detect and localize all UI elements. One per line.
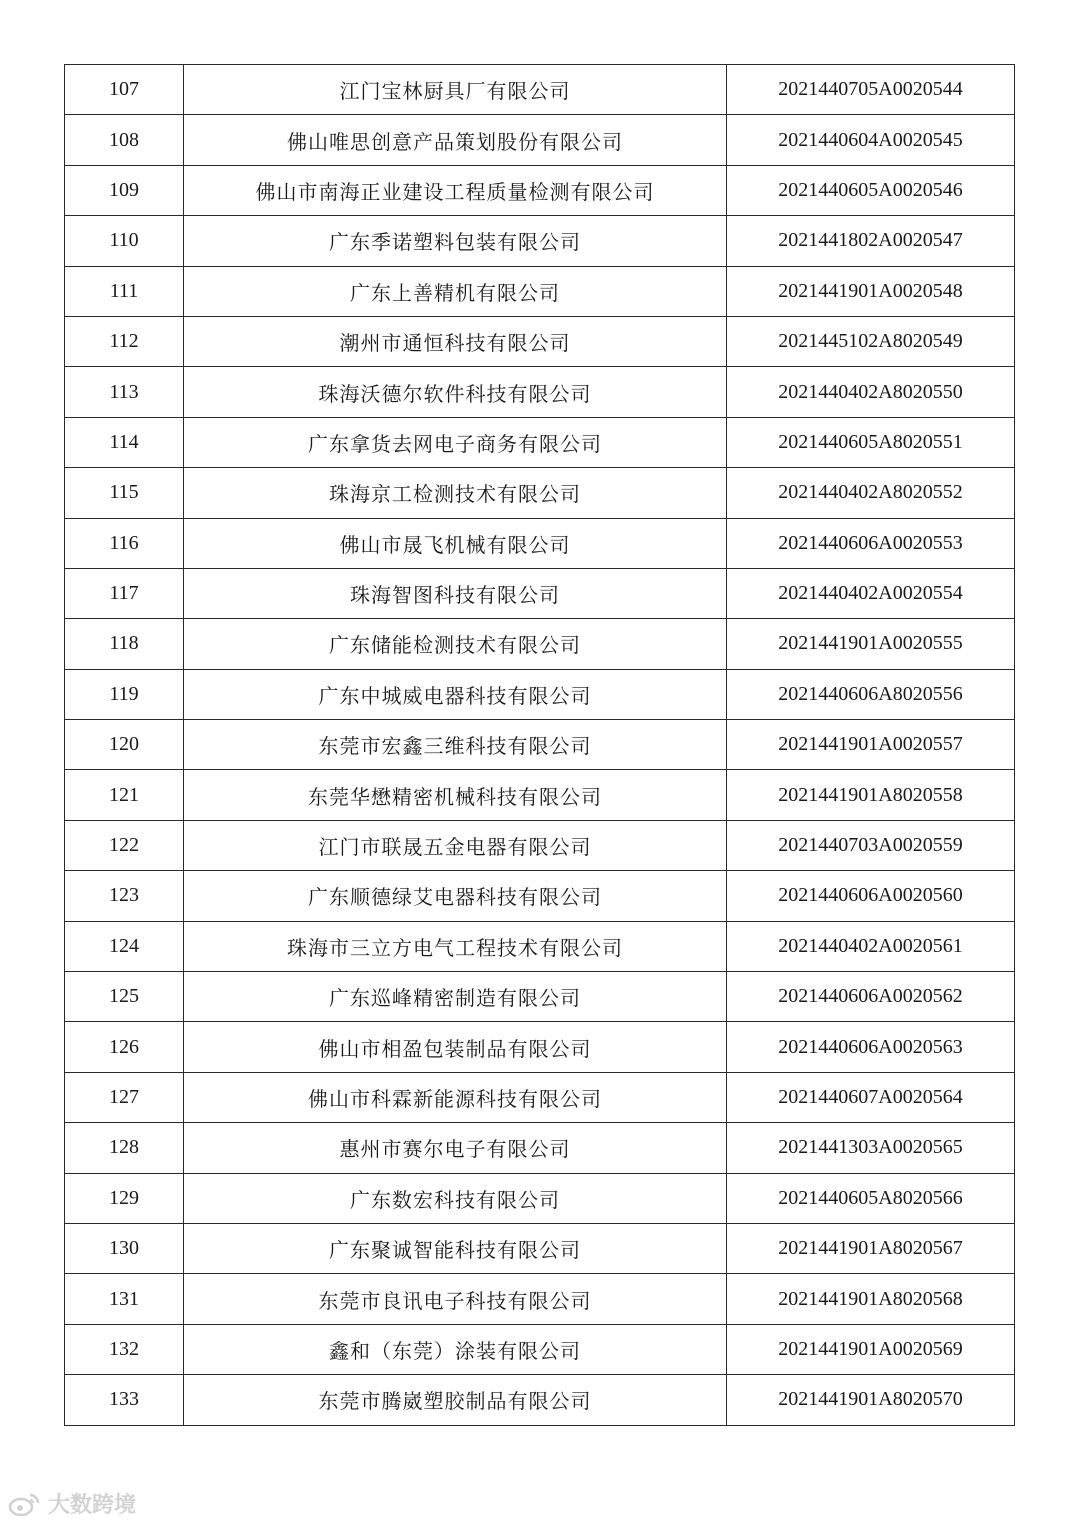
row-number: 108 (65, 115, 184, 165)
registry-table-body (65, 65, 1015, 1426)
registration-code: 2021440705A0020544 (727, 65, 1015, 115)
registration-code: 2021445102A8020549 (727, 316, 1015, 366)
table-row (65, 619, 1015, 669)
row-number: 112 (65, 316, 184, 366)
company-registry-table (64, 64, 1015, 1426)
table-row (65, 1274, 1015, 1324)
registration-code: 2021440703A0020559 (727, 820, 1015, 870)
company-name: 佛山市科霖新能源科技有限公司 (184, 1072, 727, 1122)
company-name: 惠州市赛尔电子有限公司 (184, 1123, 727, 1173)
table-row (65, 770, 1015, 820)
table-row (65, 1223, 1015, 1273)
registration-code: 2021440402A8020552 (727, 468, 1015, 518)
row-number: 114 (65, 417, 184, 467)
registration-code: 2021441901A8020568 (727, 1274, 1015, 1324)
row-number: 133 (65, 1375, 184, 1425)
row-number: 123 (65, 871, 184, 921)
registration-code: 2021440606A0020563 (727, 1022, 1015, 1072)
watermark (8, 1488, 136, 1519)
table-row (65, 871, 1015, 921)
table-row (65, 165, 1015, 215)
company-name: 广东拿货去网电子商务有限公司 (184, 417, 727, 467)
company-name: 广东聚诚智能科技有限公司 (184, 1223, 727, 1273)
company-name: 鑫和（东莞）涂装有限公司 (184, 1324, 727, 1374)
registration-code: 2021440606A0020562 (727, 972, 1015, 1022)
row-number: 120 (65, 720, 184, 770)
registration-code: 2021440606A8020556 (727, 669, 1015, 719)
table-row (65, 820, 1015, 870)
registration-code: 2021440607A0020564 (727, 1072, 1015, 1122)
registration-code: 2021441303A0020565 (727, 1123, 1015, 1173)
registration-code: 2021441901A8020558 (727, 770, 1015, 820)
row-number: 127 (65, 1072, 184, 1122)
company-name: 东莞华懋精密机械科技有限公司 (184, 770, 727, 820)
table-row (65, 1375, 1015, 1425)
registration-code: 2021440606A0020553 (727, 518, 1015, 568)
registration-code: 2021441901A0020555 (727, 619, 1015, 669)
table-row (65, 367, 1015, 417)
row-number: 116 (65, 518, 184, 568)
table-row (65, 417, 1015, 467)
registration-code: 2021441901A8020567 (727, 1223, 1015, 1273)
table-row (65, 316, 1015, 366)
row-number: 129 (65, 1173, 184, 1223)
table-row (65, 1173, 1015, 1223)
table-row (65, 568, 1015, 618)
company-name: 珠海沃德尔软件科技有限公司 (184, 367, 727, 417)
table-row (65, 972, 1015, 1022)
table-row (65, 1123, 1015, 1173)
row-number: 107 (65, 65, 184, 115)
company-name: 珠海市三立方电气工程技术有限公司 (184, 921, 727, 971)
company-name: 广东数宏科技有限公司 (184, 1173, 727, 1223)
table-row (65, 266, 1015, 316)
table-row (65, 669, 1015, 719)
company-name: 佛山市南海正业建设工程质量检测有限公司 (184, 165, 727, 215)
company-name: 江门市联晟五金电器有限公司 (184, 820, 727, 870)
row-number: 128 (65, 1123, 184, 1173)
company-name: 东莞市腾崴塑胶制品有限公司 (184, 1375, 727, 1425)
company-name: 东莞市良讯电子科技有限公司 (184, 1274, 727, 1324)
company-name: 广东上善精机有限公司 (184, 266, 727, 316)
table-row (65, 1072, 1015, 1122)
registration-code: 2021440402A0020554 (727, 568, 1015, 618)
row-number: 125 (65, 972, 184, 1022)
table-row (65, 65, 1015, 115)
weibo-logo-icon (8, 1491, 42, 1517)
company-name: 广东顺德绿艾电器科技有限公司 (184, 871, 727, 921)
table-row (65, 115, 1015, 165)
registration-code: 2021441901A0020548 (727, 266, 1015, 316)
registration-code: 2021441901A0020569 (727, 1324, 1015, 1374)
registration-code: 2021441901A8020570 (727, 1375, 1015, 1425)
table-row (65, 1324, 1015, 1374)
company-name: 潮州市通恒科技有限公司 (184, 316, 727, 366)
company-name: 佛山市相盈包装制品有限公司 (184, 1022, 727, 1072)
registration-code: 2021441802A0020547 (727, 216, 1015, 266)
table-row (65, 921, 1015, 971)
registration-code: 2021440604A0020545 (727, 115, 1015, 165)
table-row (65, 468, 1015, 518)
table-row (65, 216, 1015, 266)
row-number: 126 (65, 1022, 184, 1072)
company-name: 珠海智图科技有限公司 (184, 568, 727, 618)
table-row (65, 720, 1015, 770)
company-name: 江门宝林厨具厂有限公司 (184, 65, 727, 115)
row-number: 132 (65, 1324, 184, 1374)
company-name: 佛山唯思创意产品策划股份有限公司 (184, 115, 727, 165)
registration-code: 2021440402A8020550 (727, 367, 1015, 417)
table-row (65, 518, 1015, 568)
registration-code: 2021441901A0020557 (727, 720, 1015, 770)
company-name: 广东巡峰精密制造有限公司 (184, 972, 727, 1022)
registration-code: 2021440605A0020546 (727, 165, 1015, 215)
row-number: 110 (65, 216, 184, 266)
row-number: 111 (65, 266, 184, 316)
registration-code: 2021440402A0020561 (727, 921, 1015, 971)
company-name: 广东中城威电器科技有限公司 (184, 669, 727, 719)
row-number: 115 (65, 468, 184, 518)
company-name: 广东储能检测技术有限公司 (184, 619, 727, 669)
company-name: 珠海京工检测技术有限公司 (184, 468, 727, 518)
row-number: 113 (65, 367, 184, 417)
registration-code: 2021440605A8020566 (727, 1173, 1015, 1223)
row-number: 118 (65, 619, 184, 669)
registry-sheet (64, 64, 1014, 1426)
row-number: 130 (65, 1223, 184, 1273)
row-number: 117 (65, 568, 184, 618)
table-row (65, 1022, 1015, 1072)
company-name: 佛山市晟飞机械有限公司 (184, 518, 727, 568)
row-number: 124 (65, 921, 184, 971)
company-name: 广东季诺塑料包装有限公司 (184, 216, 727, 266)
row-number: 109 (65, 165, 184, 215)
registration-code: 2021440606A0020560 (727, 871, 1015, 921)
row-number: 122 (65, 820, 184, 870)
company-name: 东莞市宏鑫三维科技有限公司 (184, 720, 727, 770)
watermark-text: 大数跨境 (48, 1493, 137, 1518)
row-number: 119 (65, 669, 184, 719)
row-number: 131 (65, 1274, 184, 1324)
registration-code: 2021440605A8020551 (727, 417, 1015, 467)
row-number: 121 (65, 770, 184, 820)
